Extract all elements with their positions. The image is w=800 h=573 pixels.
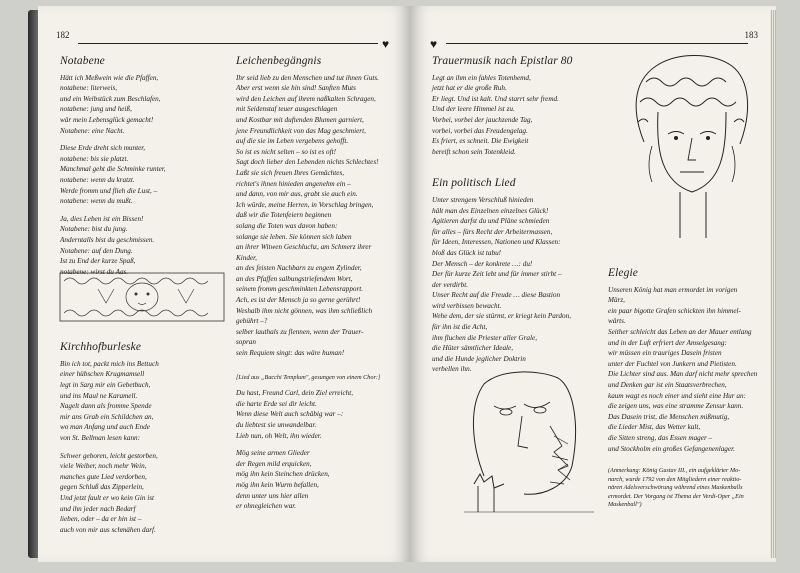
verse-line: gegen Schluß das Zipperlein, <box>60 483 144 492</box>
verse-line: notabene: bis sie platzt. <box>60 154 129 163</box>
notabene-poem <box>60 73 225 278</box>
poem-title-politisch-lied: Ein politisch Lied <box>432 177 516 190</box>
verse-line: manches gute Lied verdorben, <box>60 472 147 481</box>
elegie-poem <box>608 285 776 455</box>
trauermusik-poem <box>432 73 612 158</box>
verse-line: Und der leere Himmel ist zu. <box>432 105 515 114</box>
verse-line: ihm fluchen die Priester aller Grale, <box>432 333 537 342</box>
verse-line: Er liegt. Und ist kalt. Und starrt sehr fremd. <box>432 94 559 103</box>
verse-line: an des feisten Nachbarn zu engem Zylinder, <box>236 264 362 273</box>
verse-line: Unser Recht auf die Freude … diese Bastion <box>432 291 561 300</box>
elegie-footnote <box>608 467 776 510</box>
verse-line: Manchmal geht die Schminke runter, <box>60 165 166 174</box>
verse-line: Maskenball") <box>608 501 642 509</box>
verse-line: Wehe dem, der sie stürmt, er kriegt kein Pardon, <box>432 312 571 321</box>
verse-line: bloß das Glück ist tabu! <box>432 248 502 257</box>
verse-line: seinem fromm geschminkten Lebensrapport. <box>236 285 364 294</box>
verse-line: legt in Sarg mir ein Gebetbuch, <box>60 381 151 390</box>
verse-line: Ach, es ist der Mensch ja so gerne gerührt! <box>236 296 361 305</box>
verse-line: verbellen ihn. <box>432 365 472 374</box>
verse-line: Unter strengem Verschluß hinieden <box>432 195 534 204</box>
verse-line: Und jetzt fault er wo kein Gin ist <box>60 494 155 502</box>
verse-line: Notabene: bist du jung. <box>60 225 128 234</box>
verse-line: Werde fromm und flieh die Lust, – <box>60 186 158 195</box>
verse-line: daß wir die Totenfeiern beginnen <box>236 211 332 220</box>
verse-line: Schwer geboren, leicht gestorben, <box>60 451 158 460</box>
verse-line: die Sitten streng, das Essen mager – <box>608 433 713 442</box>
verse-line: einer hübschen Krugmamsell <box>60 370 145 379</box>
verse-line: Ich würde, meine Herren, in Vorschlag bringen, <box>236 200 374 209</box>
heart-ornament-icon: ♥ <box>430 37 438 51</box>
verse-line: Wenn diese Welt auch schäbig war –: <box>236 410 344 419</box>
song-note: [Lied aus „Bacchi Templum", gesungen von einem Chor:] <box>236 373 381 381</box>
verse-line: der verdirbt. <box>432 280 469 289</box>
left-page <box>38 6 410 562</box>
page-number-left: 182 <box>56 30 70 40</box>
verse-line: Laßt sie sich freuen Ihres Gemächtes, <box>236 168 345 177</box>
verse-line: die harte Erde sei dir leicht. <box>236 399 317 408</box>
verse-line: jene Freundlichkeit von das Mag geschmiert, <box>236 126 366 135</box>
verse-line: gebührt –? <box>236 317 268 326</box>
head-sketch-bottom <box>454 366 604 516</box>
verse-line: und in der Luft erfriert der Amselgesang: <box>608 338 727 347</box>
verse-line: der Regen mild erquicken, <box>236 459 312 468</box>
verse-line: vorbei, vorbei das Freudengelag. <box>432 126 528 135</box>
verse-line: März, <box>608 296 625 305</box>
verse-line: Bin ich tot, packt mich ins Bettuch <box>60 359 159 368</box>
verse-line: Vorbei, vorbei der jauchzende Tag, <box>432 115 533 124</box>
stanza <box>60 451 225 536</box>
head-sketch-top <box>622 52 758 242</box>
poem-title-elegie: Elegie <box>608 267 638 279</box>
verse-line: und die Hunde jeglicher Doktrin <box>432 354 526 363</box>
poem-title-notabene: Notabene <box>60 55 105 67</box>
verse-line: an ihrer Witwen Geschluchz, am Schmerz ihrer <box>236 243 372 252</box>
verse-line: richtet's ihnen hinieden angenehm ein – <box>236 179 351 188</box>
verse-line: für Ideen, Interessen, Nationen und Klassen: <box>432 238 561 247</box>
verse-line: Diese Erde dreht sich munter, <box>60 144 146 153</box>
verse-line: auf die sie im Leben vergebens gehofft. <box>236 137 349 146</box>
poem-title-kirchhofburleske: Kirchhofburleske <box>60 341 142 354</box>
verse-line: jetzt hat er die große Ruh. <box>432 84 507 93</box>
verse-line: und Denken gar ist ein Staatsverbrechen, <box>608 380 727 389</box>
stanza <box>60 214 225 278</box>
stanza <box>60 143 225 207</box>
verse-line: narch, wurde 1792 von den Mitgliedern einer reaktio- <box>608 475 742 483</box>
verse-line: an des Pfaffen salbungstriefendem Wort, <box>236 274 353 283</box>
verse-line: Der für kurze Zeit lebt und für immer stirbt – <box>432 270 562 279</box>
right-column-2 <box>608 268 776 510</box>
verse-line: Unseren König hat man ermordet im vorigen <box>608 285 738 294</box>
verse-line: und dann, von mir aus, grabt sie auch ein. <box>236 190 358 199</box>
verse-line: für ihn ist die Acht, <box>432 323 488 332</box>
book-cover-edge <box>28 10 38 558</box>
verse-line: von St. Bellman lesen kann: <box>60 434 141 443</box>
verse-line: du liebtest sie unwandelbar. <box>236 421 317 429</box>
verse-line: Notabene: auf den Dung. <box>60 246 133 255</box>
verse-line: Anderntalls bist du geschmissen. <box>60 235 155 244</box>
verse-line: die Hüter sämtlicher Ideale, <box>432 344 514 353</box>
verse-line: und Kostbar mit duftenden Blumen garniert, <box>236 115 364 124</box>
bacchi-templum-song <box>236 388 406 512</box>
left-column-2 <box>236 56 406 519</box>
verse-line: hält man des Einzelnen einzelnes Glück! <box>432 206 549 215</box>
stanza <box>236 388 406 441</box>
verse-line: ermordet. Der Vorgang ist Thema der Verdi-Oper „Ein <box>608 492 744 500</box>
verse-line: sein Requiem singt: das wäre human! <box>236 349 345 358</box>
verse-line: Kinder, <box>236 253 257 262</box>
heart-ornament-icon: ♥ <box>382 37 390 51</box>
verse-line: mög ihn kein Steinchen drücken, <box>236 470 330 479</box>
verse-line: Ihr seid lieb zu den Menschen und tut ihnen Guts. <box>236 73 379 82</box>
verse-line: mög ihn kein Wurm befallen, <box>236 480 319 489</box>
verse-line: Ja, dies Leben ist ein Bissen! <box>60 214 144 223</box>
verse-line: Ist zu End der kurze Spaß, <box>60 257 136 266</box>
verse-line: auch von mir aus schmähen darf. <box>60 525 156 534</box>
verse-line: unter der Fuchtel von Junkern und Pietisten. <box>608 359 737 368</box>
verse-line: und ein Weibstück zum Beschlafen, <box>60 94 161 103</box>
verse-line: bereift schon sein Totenkleid. <box>432 147 516 156</box>
header-rule-right <box>446 43 748 44</box>
stanza <box>60 359 225 444</box>
verse-line: die zeigen uns, was eine stramme Zensur kann. <box>608 402 744 411</box>
verse-line: Lieb nun, oh Welt, ihn wieder. <box>236 431 322 440</box>
verse-line: notabene: wenn du kratzt. <box>60 175 135 184</box>
verse-line: Der Mensch – der konkrete …: du! <box>432 259 533 268</box>
verse-line: nären Adelsverschwörung während eines Maskenballs <box>608 484 743 492</box>
verse-line: Du hast, Freund Carl, dein Ziel erreicht, <box>236 389 354 398</box>
verse-line: wo man Anfang und auch Ende <box>60 423 150 432</box>
verse-line: Nagelt dann als fromme Spende <box>60 402 152 411</box>
verse-line: für alles – fürs Recht der Arbeitermassen, <box>432 227 553 236</box>
face-sketch-strip <box>58 271 226 323</box>
page-edges <box>770 10 776 558</box>
verse-line: wird den Leichen auf ihrem naßkalten Schragen, <box>236 94 376 103</box>
verse-line: und ihn jeder nach Bedarf <box>60 504 136 513</box>
verse-line: die Lieder Mist, das Wetter kalt, <box>608 423 701 432</box>
verse-line: selber lauthals zu flennen, wenn der Trauer- <box>236 327 364 336</box>
verse-line: denn unter uns hier allen <box>236 491 309 500</box>
header-rule-left <box>78 43 378 44</box>
verse-line: er ohnegleichen war. <box>236 502 297 511</box>
verse-line: notabene: wenn du mußt. <box>60 197 133 206</box>
verse-line: kaum wagt es noch einer und sieht eine Hur an: <box>608 391 746 400</box>
verse-line: sopran <box>236 338 256 347</box>
verse-line: solange sie leben. Sie können sich laben <box>236 232 352 241</box>
verse-line: Notabene: eine Nacht. <box>60 126 125 135</box>
verse-line: Hätt ich Meßwein wie die Pfaffen, <box>60 73 159 82</box>
verse-line: Das Dasein trist, die Menschen mißmutig, <box>608 412 730 421</box>
verse-line: Die Lichter sind aus. Man darf nicht mehr sprechen <box>608 370 758 379</box>
verse-line: wär mein Lebensglück gemacht! <box>60 115 154 124</box>
leichenbegaengnis-poem <box>236 73 406 359</box>
verse-line: Weshalb ihm nicht gönnen, was ihm schließlich <box>236 306 373 315</box>
verse-line: solang die Toten was davon haben: <box>236 221 338 230</box>
verse-line: Legt an ihm ein fahles Totenhemd, <box>432 73 531 82</box>
verse-line: wird verbissen bewacht. <box>432 301 502 310</box>
verse-line: notabene: literweis, <box>60 84 118 93</box>
verse-line: und Stockholm ein großes Gefangenenlager. <box>608 444 735 453</box>
verse-line: Mög seine armen Glieder <box>236 449 310 458</box>
verse-line: Es friert, es schneit. Die Ewigkeit <box>432 137 529 146</box>
verse-line: notabene: jung und heiß, <box>60 105 132 114</box>
politisch-lied-poem <box>432 195 612 375</box>
right-column-1 <box>432 56 612 375</box>
verse-line: So ist es nicht selten – so ist es oft! <box>236 147 337 156</box>
verse-line: (Anmerkung: König Gustav III., ein aufgeklärter Mo- <box>608 467 741 475</box>
page-number-right: 183 <box>744 30 758 40</box>
verse-line: wir müssen ein trauriges Dasein fristen <box>608 349 722 358</box>
right-page <box>410 6 776 562</box>
poem-title-trauermusik: Trauermusik nach Epistlar 80 <box>432 55 573 67</box>
stanza <box>60 73 225 137</box>
verse-line: Agitieren darfst du und Pläne schmieden <box>432 217 550 226</box>
verse-line: wärts. <box>608 317 626 326</box>
verse-line: notabene: wirst du Aas. <box>60 267 129 276</box>
verse-line: Aber erst wenn sie hin sind! Sanften Muts <box>236 84 356 93</box>
kirchhofburleske-poem <box>60 359 225 536</box>
verse-line: Seither schleicht das Leben an der Mauer entlang <box>608 327 752 336</box>
verse-line: mit Seidenstaf teuer ausgeschlagen <box>236 105 338 114</box>
verse-line: mir ans Grab ein Schildchen an, <box>60 412 154 421</box>
open-book <box>28 6 780 562</box>
poem-title-leichenbegaengnis: Leichenbegängnis <box>236 55 322 67</box>
verse-line: lieben, oder – da er hin ist – <box>60 515 142 524</box>
verse-line: ein paar bigotte Grafen schickten ihn himmel- <box>608 306 741 315</box>
verse-line: viele Weiber, noch mehr Wein, <box>60 462 147 471</box>
stanza <box>236 448 406 512</box>
verse-line: und ins Maul ne Karamell. <box>60 391 138 400</box>
verse-line: Sagt doch lieber den Lebenden nichts Schlechtes! <box>236 158 379 167</box>
